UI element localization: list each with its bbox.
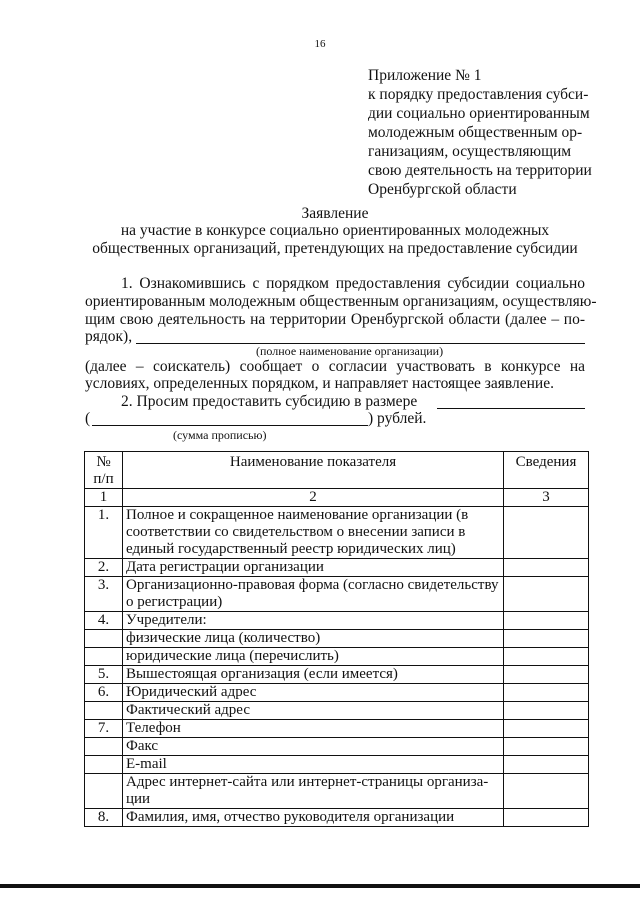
row-indicator-name	[123, 648, 504, 666]
row-indicator-name	[123, 612, 504, 630]
table-body	[85, 507, 589, 827]
header-number-line-1: №	[96, 454, 111, 470]
table-row	[85, 684, 589, 702]
row-details-cell[interactable]	[504, 507, 589, 559]
row-indicator-name	[123, 630, 504, 648]
row-indicator-name	[123, 684, 504, 702]
row-indicator-line: Адрес интернет-сайта или интернет-страницы организа-	[126, 774, 489, 790]
row-number	[85, 702, 123, 720]
row-indicator-name	[123, 559, 504, 577]
row-details-cell[interactable]	[504, 774, 589, 809]
row-details-cell[interactable]	[504, 648, 589, 666]
row-details-cell[interactable]	[504, 612, 589, 630]
row-indicator-name	[123, 738, 504, 756]
annex-line: Приложение № 1	[368, 67, 482, 84]
row-number	[85, 774, 123, 809]
row-details-cell[interactable]	[504, 684, 589, 702]
row-details-cell[interactable]	[504, 577, 589, 612]
row-indicator-name	[123, 666, 504, 684]
row-number	[85, 648, 123, 666]
page-number: 16	[314, 38, 326, 50]
table-row	[85, 756, 589, 774]
row-indicator-line: Учредители:	[126, 612, 207, 628]
table-index-row	[85, 489, 589, 507]
amount-in-words-blank[interactable]	[92, 425, 368, 426]
annex-line: Оренбургской области	[368, 181, 517, 198]
row-indicator-line: Дата регистрации организации	[126, 559, 324, 575]
organization-info-table	[84, 451, 589, 827]
row-details-cell[interactable]	[504, 559, 589, 577]
header-number	[85, 452, 123, 489]
row-indicator-name	[123, 702, 504, 720]
table-row	[85, 774, 589, 809]
row-indicator-line: Фактический адрес	[126, 702, 250, 718]
table-row	[85, 507, 589, 559]
row-number: 7.	[85, 720, 123, 738]
row-details-cell[interactable]	[504, 702, 589, 720]
header-number-line-2: п/п	[93, 471, 114, 487]
row-number: 8.	[85, 809, 123, 827]
row-indicator-name	[123, 720, 504, 738]
document-subtitle-line-1: на участие в конкурсе социально ориентированных молодежных	[120, 222, 550, 239]
paragraph-1-line-1: 1. Ознакомившись с порядком предоставления субсидии социально	[121, 275, 585, 292]
row-number	[85, 756, 123, 774]
row-indicator-line: E-mail	[126, 756, 167, 772]
table-row	[85, 577, 589, 612]
rubles-label: ) рублей.	[368, 410, 427, 427]
table-row	[85, 648, 589, 666]
row-details-cell[interactable]	[504, 666, 589, 684]
table-row	[85, 666, 589, 684]
row-details-cell[interactable]	[504, 738, 589, 756]
row-indicator-line: Организационно-правовая форма (согласно свидетельству	[126, 577, 499, 593]
subsidy-amount-blank[interactable]	[437, 408, 585, 409]
row-number: 6.	[85, 684, 123, 702]
annex-line: к порядку предоставления субси-	[368, 86, 589, 103]
row-indicator-name	[123, 756, 504, 774]
index-cell: 3	[504, 489, 589, 507]
row-details-cell[interactable]	[504, 630, 589, 648]
row-indicator-line: ции	[126, 791, 151, 807]
row-number: 4.	[85, 612, 123, 630]
row-indicator-name	[123, 809, 504, 827]
row-number: 5.	[85, 666, 123, 684]
paragraph-2-line-1: 2. Просим предоставить субсидию в размере	[121, 393, 418, 410]
annex-line: свою деятельность на территории	[368, 162, 592, 179]
row-number: 1.	[85, 507, 123, 559]
table-row	[85, 720, 589, 738]
row-number	[85, 738, 123, 756]
index-cell: 2	[123, 489, 504, 507]
row-indicator-name	[123, 507, 504, 559]
annex-line: дии социально ориентированным	[368, 105, 590, 122]
row-indicator-line: Вышестоящая организация (если имеется)	[126, 666, 398, 682]
row-details-cell[interactable]	[504, 720, 589, 738]
row-indicator-line: единый государственный реестр юридических лиц)	[126, 541, 456, 557]
paragraph-1-line-3: щим свою деятельность на территории Оренбургской области (далее – по-	[85, 311, 585, 328]
row-indicator-line: Полное и сокращенное наименование организации (в	[126, 507, 469, 523]
header-indicator-name: Наименование показателя	[123, 452, 504, 489]
table-row	[85, 559, 589, 577]
document-title: Заявление	[301, 205, 369, 222]
table-row	[85, 630, 589, 648]
annex-block	[368, 66, 628, 199]
paragraph-1-line-4: рядок),	[85, 328, 133, 345]
row-number	[85, 630, 123, 648]
header-details: Сведения	[504, 452, 589, 489]
row-indicator-line: соответствии со свидетельством о внесении записи в	[126, 524, 466, 540]
row-number: 2.	[85, 559, 123, 577]
table-row	[85, 809, 589, 827]
row-details-cell[interactable]	[504, 809, 589, 827]
table-header-row	[85, 452, 589, 489]
row-indicator-name	[123, 577, 504, 612]
row-indicator-line: физические лица (количество)	[126, 630, 321, 646]
row-indicator-line: Факс	[126, 738, 159, 754]
row-indicator-line: юридические лица (перечислить)	[126, 648, 339, 664]
annex-line: ганизациям, осуществляющим	[368, 143, 572, 160]
annex-line: молодежным общественным ор-	[368, 124, 583, 141]
row-indicator-line: Юридический адрес	[126, 684, 257, 700]
organization-name-hint: (полное наименование организации)	[256, 344, 444, 358]
bottom-scan-border	[0, 884, 640, 888]
table-row	[85, 612, 589, 630]
row-indicator-name	[123, 774, 504, 809]
row-indicator-line: Фамилия, имя, отчество руководителя организации	[126, 809, 455, 825]
paragraph-1-line-5: (далее – соискатель) сообщает о согласии участвовать в конкурсе на	[85, 358, 585, 375]
table-row	[85, 738, 589, 756]
row-details-cell[interactable]	[504, 756, 589, 774]
paragraph-1-line-6: условиях, определенных порядком, и направляет настоящее заявление.	[85, 375, 554, 392]
row-number: 3.	[85, 577, 123, 612]
paragraph-1-line-2: ориентированным молодежным общественным организациям, осуществляю-	[85, 293, 597, 310]
open-paren: (	[85, 410, 91, 427]
row-indicator-line: Телефон	[126, 720, 181, 736]
amount-in-words-hint: (сумма прописью)	[173, 428, 267, 442]
row-indicator-line: о регистрации)	[126, 594, 223, 610]
table-row	[85, 702, 589, 720]
document-subtitle-line-2: общественных организаций, претендующих на предоставление субсидии	[92, 240, 578, 257]
index-cell: 1	[85, 489, 123, 507]
